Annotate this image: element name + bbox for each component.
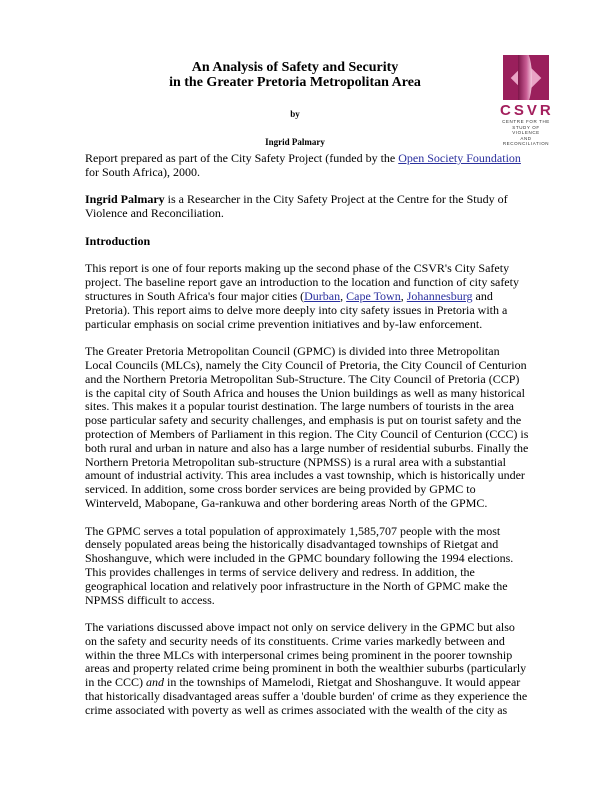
paragraph-4-emphasis: and (146, 675, 165, 690)
paragraph-1 (85, 262, 529, 331)
document-header (100, 60, 490, 148)
document-title (100, 60, 490, 90)
open-society-foundation-link[interactable]: Open Society Foundation (398, 151, 521, 165)
logo-mark-icon (503, 55, 549, 100)
csvr-logo (500, 55, 554, 146)
paragraph-1-text-end: and Pretoria). This report aims to delve more deeply into city safety issues in Pretoria with a particular emphasis on social crime prevention initiatives and by-law enforcement. (85, 288, 508, 331)
author-note (85, 193, 529, 221)
johannesburg-link[interactable]: Johannesburg (406, 288, 473, 303)
separator: , (340, 288, 347, 303)
section-heading-introduction: Introduction (85, 233, 151, 248)
paragraph-3: The GPMC serves a total population of approximately 1,585,707 people with the most densely populated areas being the historically disadvantaged townships of Rietgat and Shoshanguve, which were included in the GPMC boundary following the 1994 elections. This provides challenges in terms of service delivery and redress. In addition, the geographical location and relatively poor infrastructure in the North of GPMC make the NPMSS difficult to access. (85, 523, 514, 607)
logo-sweep-shape (518, 55, 532, 100)
funding-note-text-end: for South Africa), 2000. (85, 164, 200, 179)
funding-note-text: Report prepared as part of the City Safety Project (funded by the (85, 151, 399, 165)
byline-author: Ingrid Palmary (265, 137, 325, 147)
paragraph-4-text-end: in the townships of Mamelodi, Rietgat and Shoshanguve. It would appear that historically disadvantaged areas suffer a 'double burden' of crime as they experience the crime associated with poverty as well as crimes associated with the wealth of the city as (85, 675, 528, 717)
funding-note (85, 152, 529, 180)
document-body (85, 152, 529, 731)
paragraph-2: The Greater Pretoria Metropolitan Council (GPMC) is divided into three Metropolitan Local Councils (MLCs), namely the City Council of Pretoria, the City Council of Centurion and the Northern Pretoria Metropolitan Sub-Structure. The City Council of Pretoria (CCP) is the capital city of South Africa and houses the Union buildings as well as many historical sites. This makes it a popular tourist destination. The large numbers of tourists in the area pose particular safety and security challenges, and emphasis is put on tourist safety and the protection of Members of Parliament in this region. The City Council of Centurion (CCC) is both rural and urban in nature and also has a large number of residential suburbs. Finally the Northern Pretoria Metropolitan sub-structure (NPMSS) is a rural area with a substantial amount of industrial activity. This area includes a vast township, which is historically under serviced. In addition, some cross border services are being provided by GPMC to Winterveld, Mabopane, Ga-rankuwa and other bordering areas North of the GPMC. (85, 344, 529, 510)
logo-subtitle-2: STUDY OF VIOLENCE (512, 124, 540, 135)
logo-subtitle-3: AND RECONCILIATION (502, 135, 550, 146)
byline-by: by (290, 109, 300, 119)
separator: , (400, 288, 407, 303)
paragraph-1-text: This report is one of four reports making up the second phase of the CSVR's City Safety project. The baseline report gave an introduction to the location and function of city safety structures in South Africa's four major cities ( (85, 261, 519, 303)
author-note-name: Ingrid Palmary (85, 192, 165, 207)
logo-acronym: CSVR (500, 102, 554, 119)
author-note-text: is a Researcher in the City Safety Project at the Centre for the Study of Violence and Reconciliation. (85, 192, 508, 221)
cape-town-link[interactable]: Cape Town (346, 288, 401, 303)
logo-subtitle-1: CENTRE FOR THE (502, 119, 550, 124)
title-line-1: An Analysis of Safety and Security (191, 60, 399, 75)
paragraph-4-text: The variations discussed above impact not only on service delivery in the GPMC but also on the safety and security needs of its constituents. Crime varies markedly between and within the three MLCs with interpersonal crimes being prominent in the poorer township areas and property related crime being prominent in both the wealthier suburbs (particularly in the CCC) (85, 620, 527, 690)
durban-link[interactable]: Durban (304, 288, 341, 303)
paragraph-4 (85, 621, 529, 718)
title-line-2: in the Greater Pretoria Metropolitan Area (169, 75, 421, 90)
